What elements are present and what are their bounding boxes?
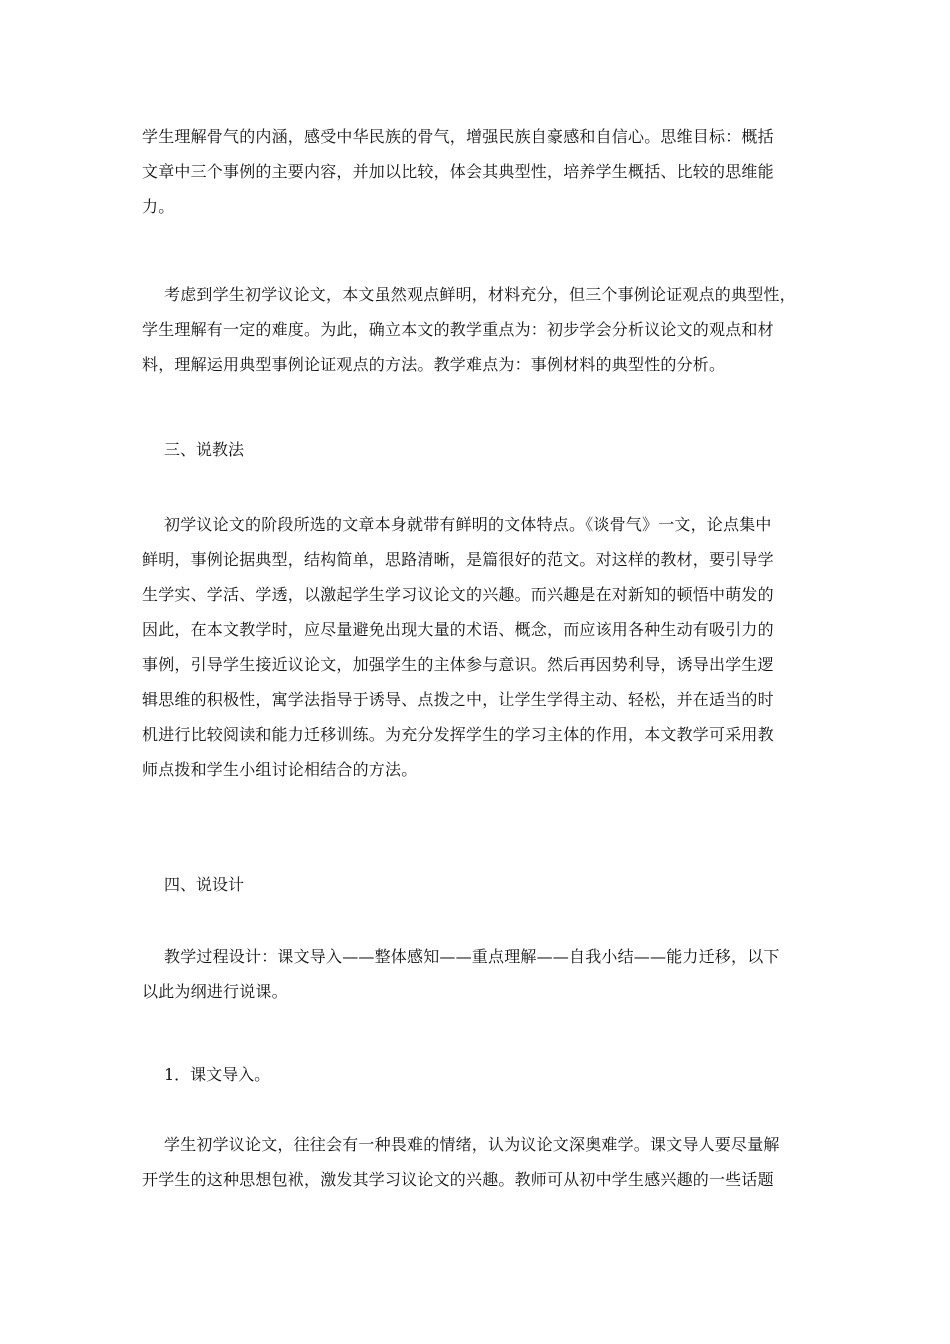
paragraph-design	[142, 939, 822, 1009]
text-line: 因此，在本文教学时，应尽量避免出现大量的术语、概念，而应该用各种生动有吸引力的	[142, 620, 774, 639]
text-line: 开学生的这种思想包袱，激发其学习议论文的兴趣。教师可从初中学生感兴趣的一些话题	[142, 1170, 774, 1189]
text-line: 教学过程设计：课文导入——整体感知——重点理解——自我小结——能力迁移，以下	[164, 947, 780, 966]
text-line: 料，理解运用典型事例论证观点的方法。教学难点为：事例材料的典型性的分析。	[142, 355, 726, 374]
paragraph-introduction	[142, 1127, 822, 1197]
text-line: 学生初学议论文，往往会有一种畏难的情绪，认为议论文深奥难学。课文导人要尽量解	[164, 1135, 780, 1154]
text-line: 生学实、学活、学透，以激起学生学习议论文的兴趣。而兴趣是在对新知的顿悟中萌发的	[142, 585, 774, 604]
text-line: 考虑到学生初学议论文，本文虽然观点鲜明，材料充分，但三个事例论证观点的典型性，	[164, 285, 796, 304]
text-line: 机进行比较阅读和能力迁移训练。为充分发挥学生的学习主体的作用，本文教学可采用教	[142, 725, 774, 744]
paragraph-teaching-method	[142, 507, 822, 787]
text-line: 辑思维的积极性，寓学法指导于诱导、点拨之中，让学生学得主动、轻松，并在适当的时	[142, 690, 774, 709]
section-heading-design: 四、说设计	[164, 875, 245, 894]
text-line: 初学议论文的阶段所选的文章本身就带有鲜明的文体特点。《谈骨气》一文，论点集中	[164, 515, 772, 534]
text-line: 鲜明，事例论据典型，结构简单，思路清晰，是篇很好的范文。对这样的教材，要引导学	[142, 550, 774, 569]
text-line: 事例，引导学生接近议论文，加强学生的主体参与意识。然后再因势利导，诱导出学生逻	[142, 655, 774, 674]
paragraph-objectives	[142, 119, 822, 224]
section-heading-teaching-method: 三、说教法	[164, 440, 245, 459]
text-line: 学生理解骨气的内涵，感受中华民族的骨气，增强民族自豪感和自信心。思维目标：概括	[142, 127, 774, 146]
text-line: 文章中三个事例的主要内容，并加以比较，体会其典型性，培养学生概括、比较的思维能	[142, 162, 774, 181]
text-line: 力。	[142, 197, 175, 216]
subsection-heading-introduction: 1．课文导入。	[164, 1065, 271, 1084]
paragraph-key-points	[142, 277, 822, 382]
text-line: 师点拨和学生小组讨论相结合的方法。	[142, 760, 418, 779]
text-line: 学生理解有一定的难度。为此，确立本文的教学重点为：初步学会分析议论文的观点和材	[142, 320, 774, 339]
text-line: 以此为纲进行说课。	[142, 982, 288, 1001]
